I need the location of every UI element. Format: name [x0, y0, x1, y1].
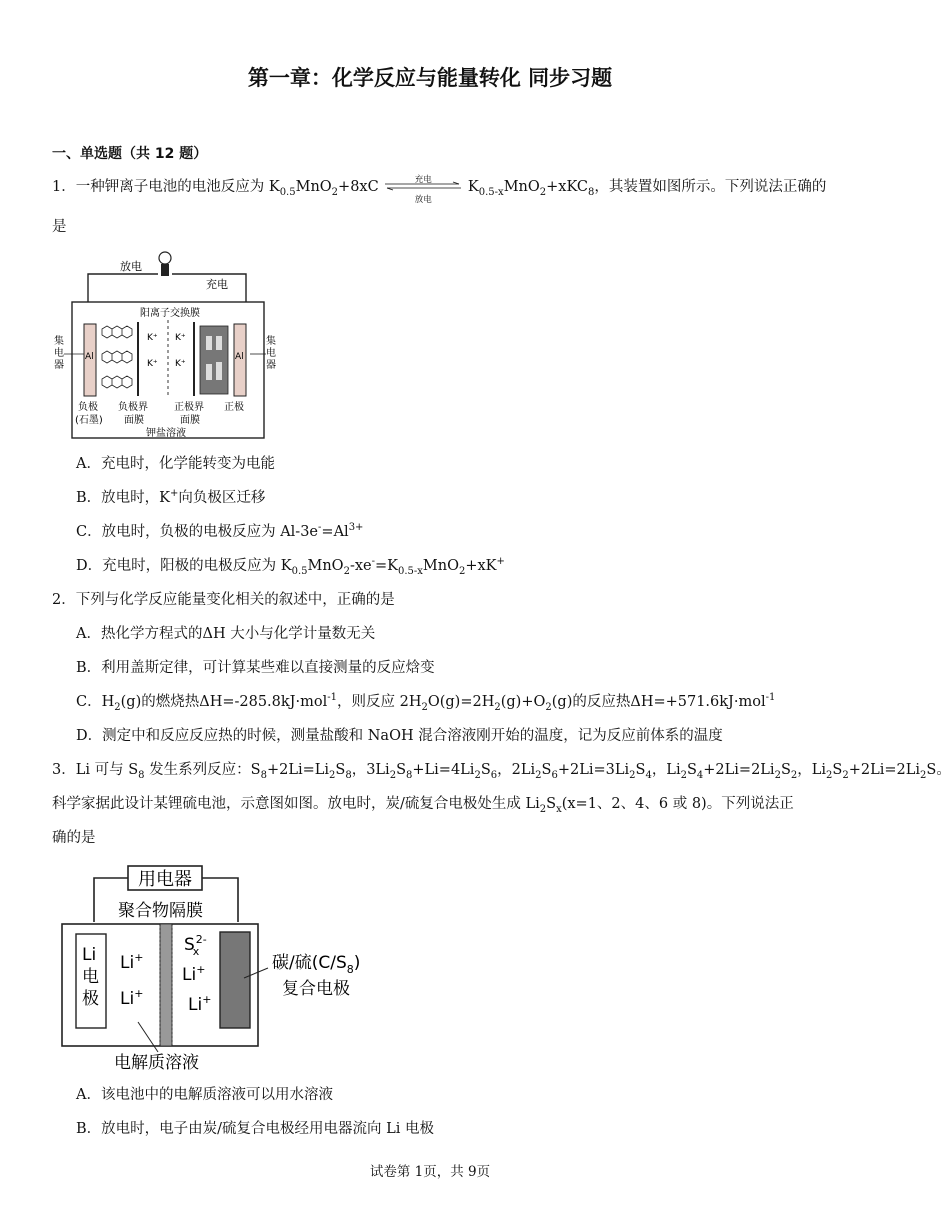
svg-text:K⁺: K⁺ — [147, 333, 158, 343]
svg-text:电: 电 — [82, 967, 99, 987]
q3-option-a[interactable]: A．该电池中的电解质溶液可以用水溶液 — [76, 1087, 333, 1103]
q1-stem-cont: 是 — [52, 219, 67, 235]
q1-stem: 1．一种钾离子电池的电池反应为 $K_{0.5}MnO_2+8xC$ 充电 放电 $K_{0.5-x}MnO_2+xKC_8$，其装置如图所示。下列说法正确的 — [52, 175, 827, 205]
electrolyte-label: 电解质溶液 — [114, 1053, 199, 1073]
q3-stem-cont2: 确的是 — [52, 830, 96, 846]
svg-text:钾盐溶液: 钾盐溶液 — [146, 428, 186, 439]
svg-text:K⁺: K⁺ — [175, 333, 186, 343]
svg-text:器: 器 — [266, 360, 276, 371]
q2-option-d[interactable]: D．测定中和反应反应热的时候，测量盐酸和 NaOH 混合溶液刚开始的温度，记为反应前体系的温度 — [76, 728, 723, 744]
svg-text:(石墨): (石墨) — [75, 415, 103, 426]
separator-label: 聚合物隔膜 — [118, 901, 203, 921]
q3-option-b[interactable]: B．放电时，电子由炭/硫复合电极经用电器流向 Li 电极 — [76, 1121, 435, 1137]
composite-electrode-label: 碳/硫$(C/S_8)$ — [272, 953, 361, 976]
q2-option-c[interactable]: C．$H_2(g)$的燃烧热ΔH=-285.8kJ·mol$^{-1}$，则反应 $2H_2O(g)=2H_2(g)+O_2(g)$的反应热ΔH=+571.6kJ·mol$^{-1}$ — [76, 692, 776, 713]
potassium-battery-diagram — [50, 244, 290, 442]
svg-text:极: 极 — [82, 989, 99, 1009]
li-electrode-label: Li — [82, 945, 97, 965]
svg-text:Li+: Li+ — [120, 951, 144, 973]
appliance-label: 用电器 — [138, 869, 192, 890]
discharge-label: 放电 — [120, 260, 142, 273]
membrane-label: 阳离子交换膜 — [140, 308, 200, 319]
reversible-arrow-icon: 充电 放电 — [383, 177, 463, 197]
q1-option-c[interactable]: C．放电时，负极的电极反应为 $Al-3e^-=Al^{3+}$ — [76, 522, 364, 540]
page-title: 第一章：化学反应与能量转化 同步习题 — [247, 66, 613, 90]
svg-text:负极界: 负极界 — [118, 402, 148, 413]
svg-text:K⁺: K⁺ — [175, 359, 186, 369]
q1-option-b[interactable]: B．放电时，K+向负极区迁移 — [76, 488, 266, 506]
svg-text:K⁺: K⁺ — [147, 359, 158, 369]
svg-text:负极: 负极 — [78, 402, 98, 413]
svg-text:Al: Al — [235, 352, 244, 362]
svg-text:Li+: Li+ — [188, 993, 212, 1015]
section-heading: 一、单选题（共 12 题） — [52, 146, 208, 162]
svg-text:S2-x: $S^{2-}x$ — [184, 933, 207, 958]
svg-text:Li+: Li+ — [120, 987, 144, 1009]
svg-text:面膜: 面膜 — [180, 415, 200, 426]
svg-text:复合电极: 复合电极 — [282, 979, 350, 999]
q2-stem: 2．下列与化学反应能量变化相关的叙述中，正确的是 — [52, 592, 395, 608]
q2-option-a[interactable]: A．热化学方程式的ΔH 大小与化学计量数无关 — [76, 626, 376, 642]
svg-text:正极: 正极 — [224, 402, 244, 413]
svg-text:器: 器 — [54, 360, 64, 371]
svg-text:集: 集 — [266, 336, 276, 347]
svg-text:面膜: 面膜 — [124, 415, 144, 426]
svg-text:Li+: Li+ — [182, 963, 206, 985]
q3-stem: 3．Li 可与 $S_8$ 发生系列反应：$S_8+2Li=Li_2S_8$，$3Li_2S_8+Li=4Li_2S_6$，$2Li_2S_6+2Li=3Li_2S_4$，$Li_2S_4+2Li=2Li_2S_2$，$Li_2S_2+2Li=2Li_2S$。 — [52, 762, 951, 781]
charge-label: 充电 — [206, 278, 228, 291]
svg-text:正极界: 正极界 — [174, 402, 204, 413]
q1-option-a[interactable]: A．充电时，化学能转变为电能 — [76, 456, 275, 472]
q2-option-b[interactable]: B．利用盖斯定律，可计算某些难以直接测量的反应焓变 — [76, 660, 435, 676]
svg-text:电: 电 — [54, 348, 64, 359]
svg-text:集: 集 — [54, 336, 64, 347]
svg-text:Al: Al — [85, 352, 94, 362]
svg-text:电: 电 — [266, 348, 276, 359]
q1-option-d[interactable]: D．充电时，阳极的电极反应为 $K_{0.5}MnO_2-xe^-=K_{0.5-x}MnO_2+xK^+$ — [76, 556, 505, 577]
lithium-sulfur-battery-diagram — [58, 858, 378, 1076]
page-footer: 试卷第 1页，共 9页 — [369, 1164, 491, 1180]
q3-stem-cont: 科学家据此设计某锂硫电池，示意图如图。放电时，炭/硫复合电极处生成 $Li_2S_x(x=1$、2、4、6 或 8)。下列说法正 — [52, 796, 794, 815]
